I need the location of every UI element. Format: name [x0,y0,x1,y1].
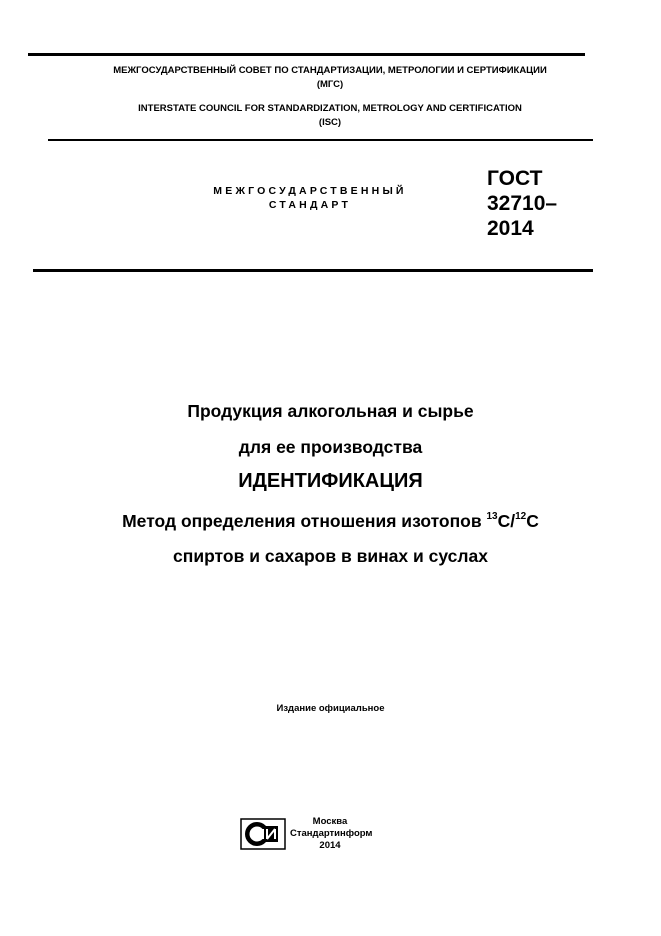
top-rule [28,53,585,56]
standard-bottom-rule [33,269,593,272]
publisher-year: 2014 [319,840,341,851]
title-identification: ИДЕНТИФИКАЦИЯ [238,470,423,492]
title-line2: для ее производства [238,437,423,457]
title-method-line [0,511,661,532]
isotope-13-superscript: 13 [486,511,498,522]
title-method-text: Метод определения отношения изотопов [122,511,487,531]
title-line5: спиртов и сахаров в винах и суслах [173,546,488,566]
publisher-city: Москва [312,816,348,827]
council-en-abbr: (ISC) [318,117,342,128]
standard-type [160,184,460,212]
standard-code [487,166,557,241]
standard-type-line1: МЕЖГОСУДАРСТВЕННЫЙ [213,185,407,197]
standard-code-line3: 2014 [487,217,534,240]
standard-type-line2: СТАНДАРТ [268,199,352,211]
isotope-12-superscript: 12 [515,511,527,522]
standard-code-line1: ГОСТ [487,167,543,190]
council-ru-abbr: (МГС) [316,79,344,90]
council-en [40,102,620,130]
isotope-c-1: С/ [497,511,516,531]
publisher-name: Стандартинформ [290,828,373,839]
header-bottom-rule [48,139,593,141]
publisher-info [290,816,373,852]
council-ru-name: МЕЖГОСУДАРСТВЕННЫЙ СОВЕТ ПО СТАНДАРТИЗАЦИИ, МЕТРОЛОГИИ И СЕРТИФИКАЦИИ [113,65,547,76]
edition-label: Издание официальное [276,703,385,714]
standard-code-line2: 32710– [487,192,558,215]
isotope-c-2: С [526,511,539,531]
council-ru [40,64,620,92]
council-en-name: INTERSTATE COUNCIL FOR STANDARDIZATION, METROLOGY AND CERTIFICATION [138,103,522,114]
standartinform-logo-icon [240,818,286,850]
title-line1: Продукция алкогольная и сырье [187,401,474,421]
